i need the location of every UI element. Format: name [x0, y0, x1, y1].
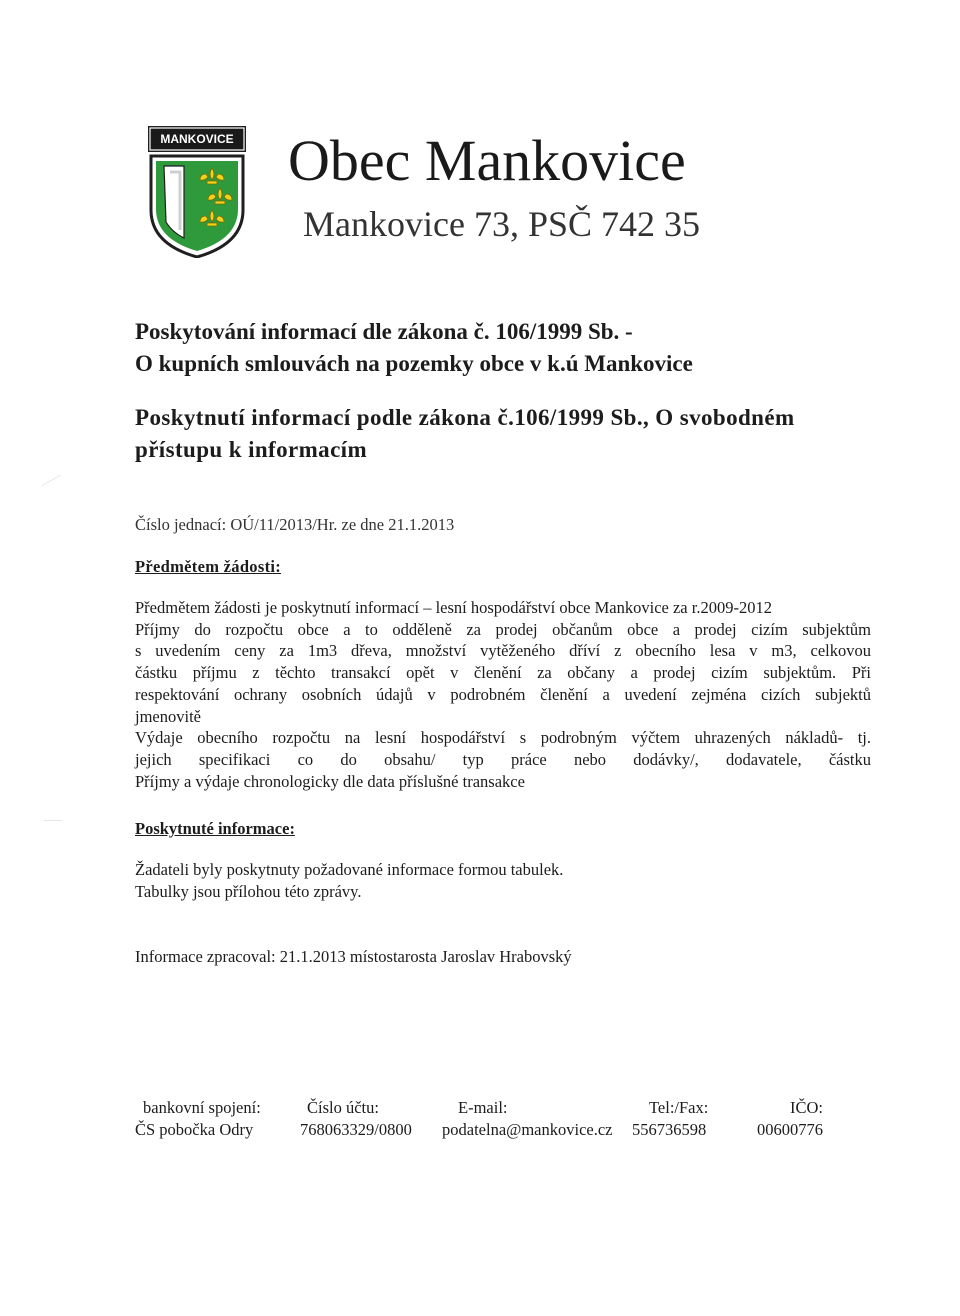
bank-value: ČS pobočka Odry [135, 1120, 254, 1139]
request-section-title: Předmětem žádosti: [135, 557, 282, 576]
email-label: E-mail: [458, 1098, 508, 1117]
paragraph-line: jejich specifikaci co do obsahu/ typ práce nebo dodávky/, dodavatele, částku [135, 749, 871, 769]
paragraph-line: částku příjmu z těchto transakcí opět v členění za občany a prodej cizím subjektům. Při [135, 663, 871, 683]
paragraph-line: respektování ochrany osobních údajů v podrobném členění a uvedení zejména cizích subjektů [135, 684, 871, 704]
scan-mark [44, 820, 62, 821]
provided-section-title: Poskytnuté informace: [135, 819, 295, 838]
paragraph-line: jmenovitě [135, 706, 201, 726]
coat-of-arms-logo [148, 126, 246, 258]
ico-label: IČO: [790, 1098, 823, 1117]
letterhead [148, 126, 848, 266]
paragraph-line: Výdaje obecního rozpočtu na lesní hospodářství s podrobným výčtem uhrazených nákladů- tj. [135, 728, 871, 748]
email-value: podatelna@mankovice.cz [442, 1120, 613, 1139]
document-heading [135, 316, 855, 380]
crest-label: MANKOVICE [160, 132, 234, 146]
heading-line: přístupu k informacím [135, 437, 368, 462]
paragraph-line: Příjmy a výdaje chronologicky dle data příslušné transakce [135, 771, 525, 791]
reference-number: Číslo jednací: OÚ/11/2013/Hr. ze dne 21.1.2013 [135, 515, 455, 534]
paragraph-line: s uvedením ceny za 1m3 dřeva, množství vytěženého dříví z obecního lesa v m3, celkovou [135, 641, 871, 661]
phone-label: Tel:/Fax: [649, 1098, 709, 1117]
footer-email [442, 1097, 613, 1141]
bank-label: bankovní spojení: [143, 1098, 261, 1117]
footer-phone [632, 1097, 708, 1141]
municipality-address: Mankovice 73, PSČ 742 35 [303, 204, 701, 244]
account-label: Číslo účtu: [307, 1098, 379, 1117]
processed-by: Informace zpracoval: 21.1.2013 místostarosta Jaroslav Hrabovský [135, 947, 572, 966]
scan-mark [41, 475, 61, 487]
phone-value: 556736598 [632, 1120, 707, 1139]
request-text [135, 597, 871, 792]
provided-text [135, 859, 563, 903]
paragraph-line: Žadateli byly poskytnuty požadované informace formou tabulek. [135, 860, 564, 879]
heading-line: Poskytnutí informací podle zákona č.106/1999 Sb., O svobodném [135, 405, 795, 430]
paragraph-line: Příjmy do rozpočtu obce a to odděleně za prodej občanům obce a prodej cizím subjektům [135, 619, 871, 639]
heading-line: O kupních smlouvách na pozemky obce v k.ú Mankovice [135, 351, 693, 376]
document-subheading [135, 402, 855, 466]
ico-value: 00600776 [757, 1120, 823, 1139]
account-value: 768063329/0800 [300, 1120, 412, 1139]
page-title: Obec Mankovice [288, 128, 686, 193]
footer-account [300, 1097, 412, 1141]
paragraph-line: Tabulky jsou přílohou této zprávy. [135, 882, 362, 901]
footer-ico [757, 1097, 823, 1141]
heading-line: Poskytování informací dle zákona č. 106/1999 Sb. - [135, 319, 633, 344]
footer-contact [0, 1097, 960, 1147]
paragraph-line: Předmětem žádosti je poskytnutí informací – lesní hospodářství obce Mankovice za r.2009-2012 [135, 598, 772, 617]
footer-bank [135, 1097, 261, 1141]
